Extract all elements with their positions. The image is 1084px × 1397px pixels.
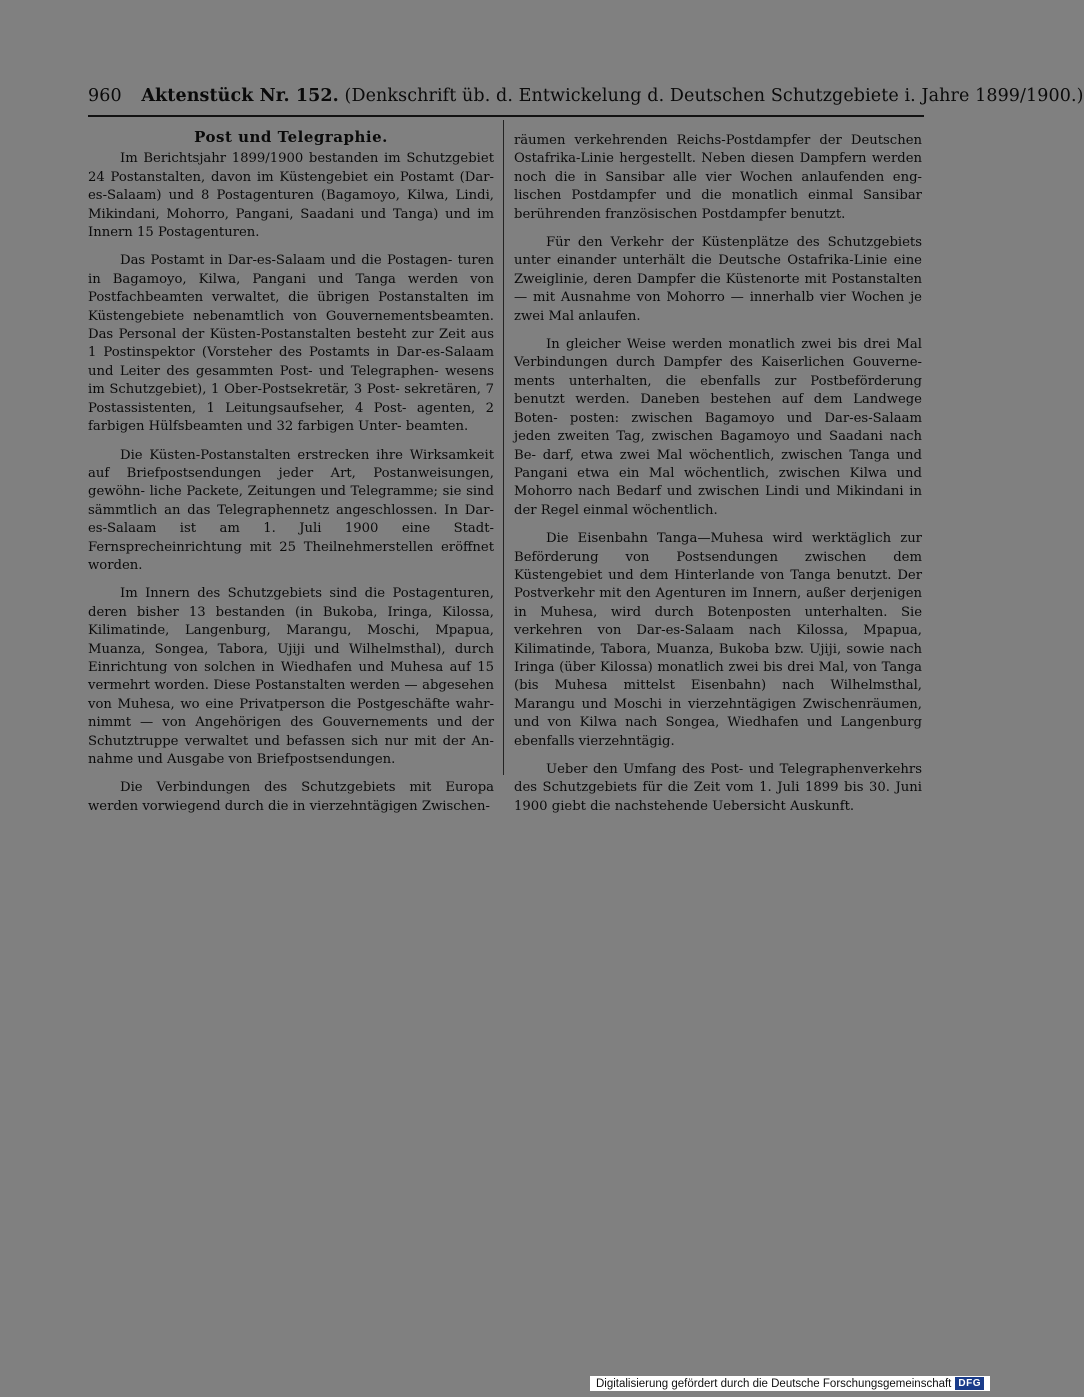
paragraph: Im Berichtsjahr 1899/1900 bestanden im Schutzgebiet 24 Postanstalten, davon im Küstengebiet ein Postamt (Dar-es-Salaam) und 8 Postagenturen (Bagamoyo, Kilwa, Lindi, Mikindani, Mohorro, Pangani, Saadani und Tanga) und im Innern 15 Postagenturen. bbox=[88, 151, 494, 241]
paragraph: Die Eisenbahn Tanga—Muhesa wird werktäglich zur Beförderung von Postsendungen zwischen dem Küstengebiet und dem Hinterlande von Tanga benutzt. Der Postverkehr mit den Agenturen im Innern, außer derjenigen in Muhesa, wird durch Botenposten unterhalten. Sie verkehren von Dar-es-Salaam nach Kilossa, Mpapua, Kilimatinde, Tabora, Muanza, Bukoba bzw. Ujiji, sowie nach Iringa (über Kilossa) monatlich zwei bis drei Mal, von Tanga (bis Muhesa mittelst Eisenbahn) nach Wilhelmsthal, Marangu und Moschi in vierzehntägigen Zwischenräumen, und von Kilwa nach Songea, Wiedhafen und Langenburg ebenfalls vierzehntägig. bbox=[514, 531, 922, 749]
header-rule bbox=[88, 115, 924, 117]
dfg-logo: DFG bbox=[955, 1377, 984, 1390]
paragraph: Das Postamt in Dar-es-Salaam und die Postagen- turen in Bagamoyo, Kilwa, Pangani und Tanga werden von Postfachbeamten verwaltet, die übrigen Postanstalten im Küstengebiete nebenamtlich von Gouvernementsbeamten. Das Personal der Küsten-Postanstalten besteht zur Zeit aus 1 Postinspektor (Vorsteher des Postamts in Dar-es-Salaam und Leiter des gesammten Post- und Telegraphen- wesens im Schutzgebiet), 1 Ober-Postsekretär, 3 Post- sekretären, 7 Postassistenten, 1 Leitungsaufseher, 4 Post- agenten, 2 farbigen Hülfsbeamten und 32 farbigen Unter- beamten. bbox=[88, 253, 494, 435]
paragraph: Für den Verkehr der Küstenplätze des Schutzgebiets unter einander unterhält die Deutsche Ostafrika-Linie eine Zweiglinie, deren Dampfer die Küstenorte mit Postanstalten — mit Ausnahme von Mohorro — innerhalb vier Wochen je zwei Mal anlaufen. bbox=[514, 235, 922, 324]
paragraph: Im Innern des Schutzgebiets sind die Postagenturen, deren bisher 13 bestanden (in Bukoba, Iringa, Kilossa, Kilimatinde, Langenburg, Marangu, Moschi, Mpapua, Muanza, Songea, Tabora, Ujiji und Wilhelmsthal), durch Einrichtung von solchen in Wiedhafen und Muhesa auf 15 vermehrt worden. Diese Postanstalten werden — abgesehen von Muhesa, wo eine Privatperson die Postgeschäfte wahr- nimmt — von Angehörigen des Gouvernements und der Schutztruppe verwaltet und befassen sich nur mit der An- nahme und Ausgabe von Briefpostsendungen. bbox=[88, 586, 494, 767]
digitization-credit bbox=[590, 1376, 990, 1391]
paragraph: Die Küsten-Postanstalten erstrecken ihre Wirksamkeit auf Briefpostsendungen jeder Art, Postanweisungen, gewöhn- liche Packete, Zeitungen und Telegramme; sie sind sämmtlich an das Telegraphennetz angeschlossen. In Dar-es-Salaam ist am 1. Juli 1900 eine Stadt-Fernsprecheinrichtung mit 25 Theilnehmerstellen eröffnet worden. bbox=[88, 447, 494, 573]
page-header bbox=[88, 86, 1084, 106]
paragraph: Die Verbindungen des Schutzgebiets mit Europa werden vorwiegend durch die in vierzehntägigen Zwischen- bbox=[88, 780, 494, 814]
page-number: 960 bbox=[88, 86, 122, 106]
paragraph: In gleicher Weise werden monatlich zwei bis drei Mal Verbindungen durch Dampfer des Kaiserlichen Gouverne- ments unterhalten, die ebenfalls zur Postbeförderung benutzt werden. Daneben bestehen auf dem Landwege Boten- posten: zwischen Bagamoyo und Dar-es-Salaam jeden zweiten Tag, zwischen Bagamoyo und Saadani nach Be- darf, etwa zwei Mal wöchentlich, zwischen Tanga und Pangani etwa ein Mal wöchentlich, zwischen Kilwa und Mohorro nach Bedarf und zwischen Lindi und Mikindani in der Regel einmal wöchentlich. bbox=[514, 337, 922, 518]
left-column bbox=[88, 128, 494, 826]
credit-text: Digitalisierung gefördert durch die Deutsche Forschungsgemeinschaft bbox=[595, 1377, 952, 1390]
document-reference: Aktenstück Nr. 152. bbox=[141, 86, 339, 106]
header-title: (Denkschrift üb. d. Entwickelung d. Deutschen Schutzgebiete i. Jahre 1899/1900.) bbox=[344, 86, 1084, 106]
column-divider bbox=[503, 120, 504, 775]
paragraph: Ueber den Umfang des Post- und Telegraphenverkehrs des Schutzgebiets für die Zeit vom 1. Juli 1899 bis 30. Juni 1900 giebt die nachstehende Uebersicht Auskunft. bbox=[514, 762, 922, 814]
paragraph: räumen verkehrenden Reichs-Postdampfer der Deutschen Ostafrika-Linie hergestellt. Neben diesen Dampfern werden noch die in Sansibar alle vier Wochen anlaufenden eng- lischen Postdampfer und die monatlich einmal Sansibar berührenden französischen Postdampfer benutzt. bbox=[514, 133, 922, 222]
right-column bbox=[514, 132, 922, 826]
section-title: Post und Telegraphie. bbox=[194, 128, 388, 146]
